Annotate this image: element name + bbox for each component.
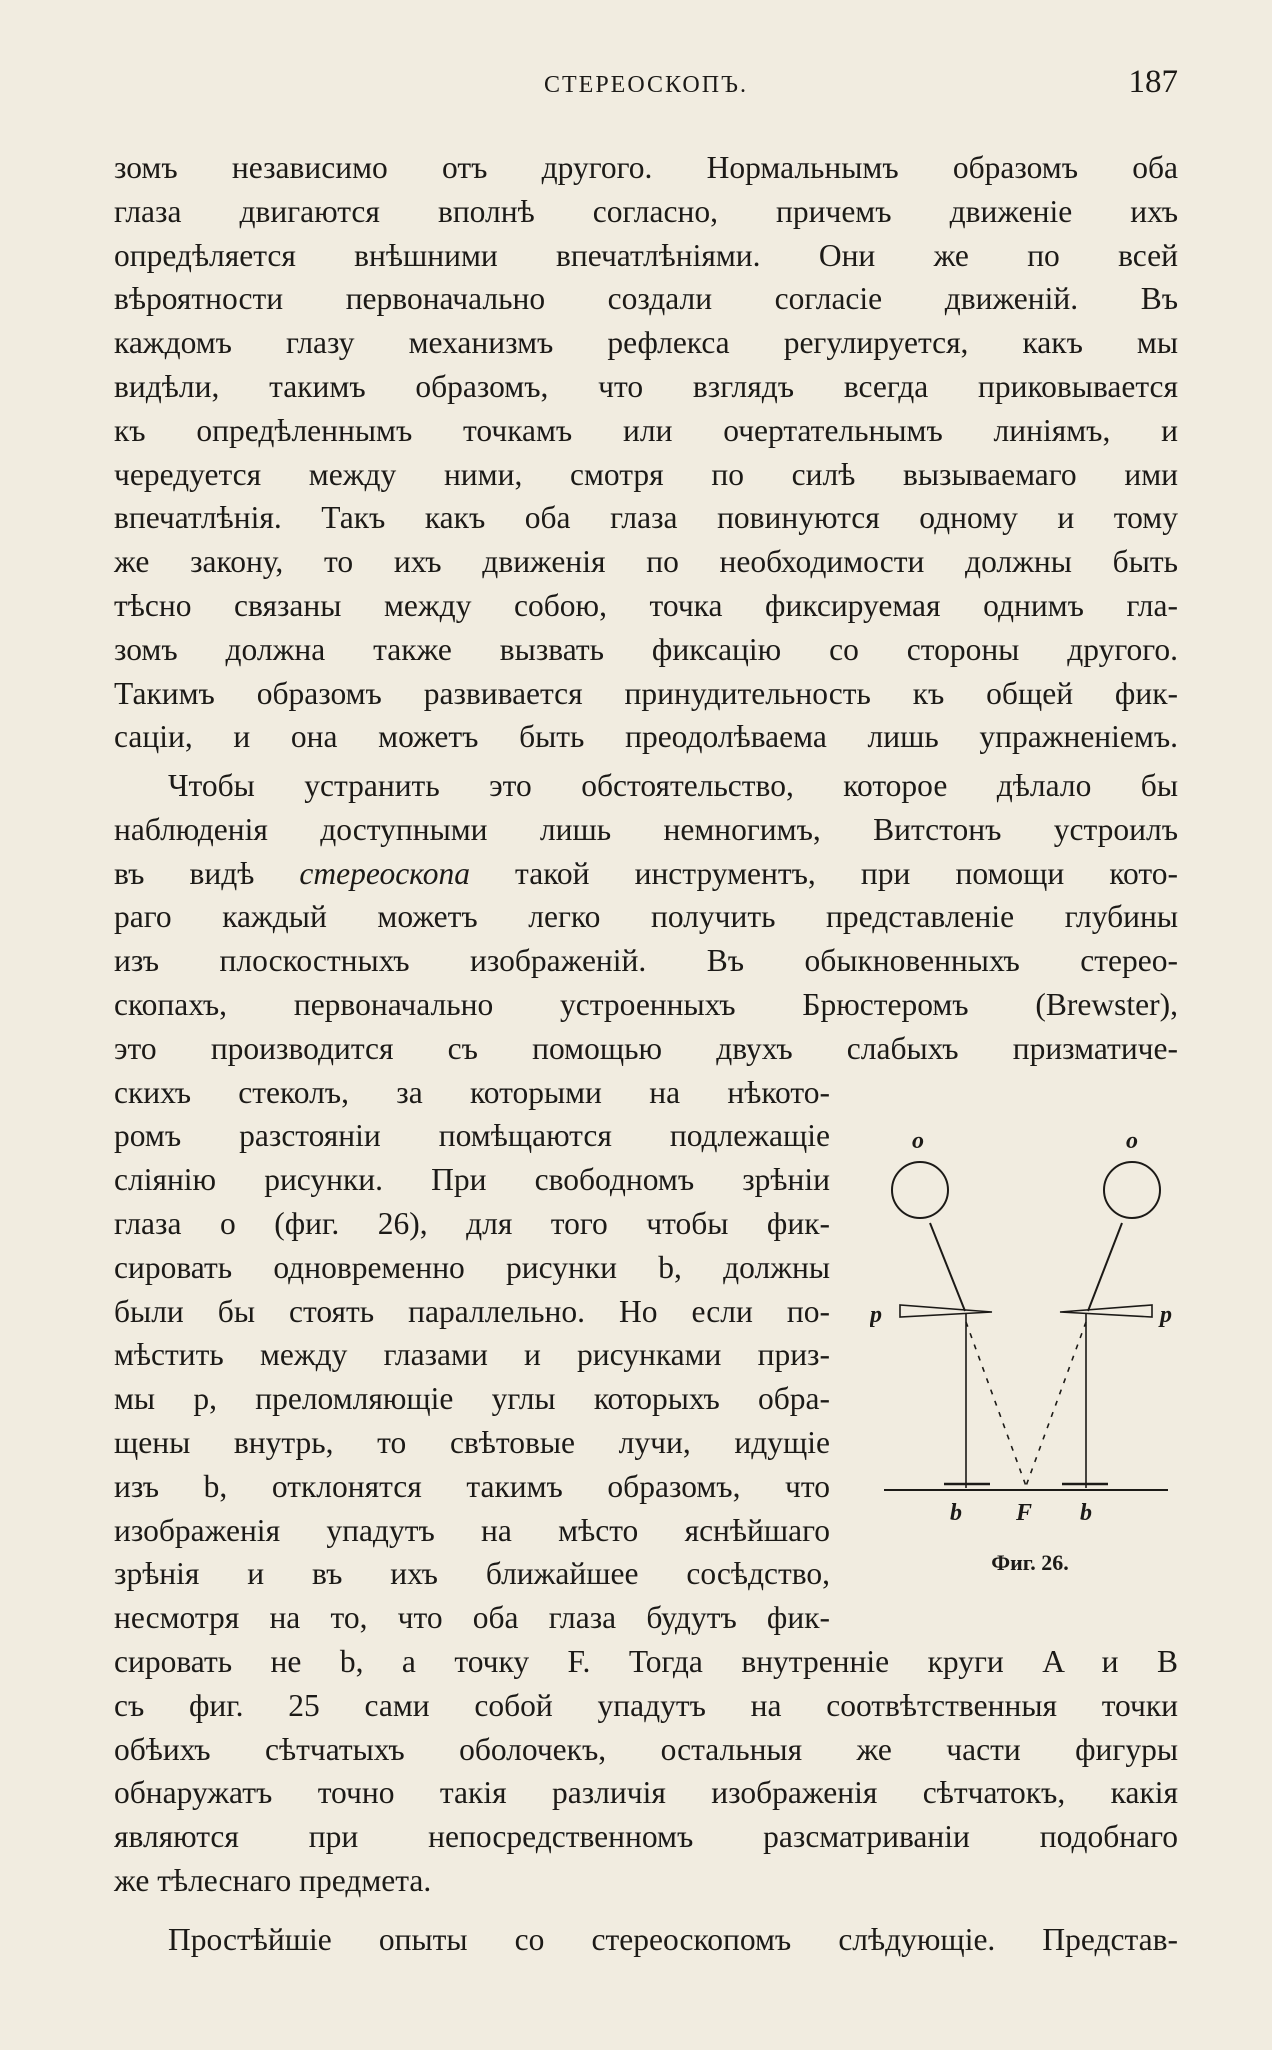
text-line-with-term [114,852,1178,896]
text-line: обѣихъ сѣтчатыхъ оболочекъ, остальныя же части фигуры [114,1731,1178,1767]
text-line: каждомъ глазу механизмъ рефлекса регулируется, какъ мы [114,325,1178,361]
text-line: Простѣйшіе опыты со стереоскопомъ слѣдующіе. Представ- [168,1922,1178,1957]
label-focus: F [1016,1500,1033,1526]
text-line: были бы стоять параллельно. Но если по- [114,1293,830,1329]
right-deflected-ray [1026,1322,1086,1486]
left-eye [892,1162,948,1218]
text-line: зомъ должна также вызвать фиксацію со стороны другого. [114,631,1178,667]
running-title: СТЕРЕОСКОПЪ. [544,72,748,98]
right-eye-ray [1088,1223,1122,1311]
text-line: наблюденія доступными лишь немногимъ, Витстонъ устроилъ [114,811,1178,847]
text-line: изъ b, отклонятся такимъ образомъ, что [114,1468,830,1504]
text-line: обнаружатъ точно такія различія изображенія сѣтчатокъ, какія [114,1775,1178,1811]
text-line: мы p, преломляющіе углы которыхъ обра- [114,1381,830,1417]
text-line: чередуется между ними, смотря по силѣ вызываемаго ими [114,456,1178,492]
right-eye [1104,1162,1160,1218]
text-line: опредѣляется внѣшними впечатлѣніями. Они же по всей [114,237,1178,273]
right-prism [1060,1305,1152,1317]
label-eye-right: o [1126,1128,1138,1154]
paragraph-1 [114,146,1178,759]
text-line: глаза двигаются вполнѣ согласно, причемъ движеніе ихъ [114,193,1178,229]
text-line: впечатлѣнія. Такъ какъ оба глаза повинуются одному и тому [114,500,1178,536]
text-line: же тѣлеснаго предмета. [114,1862,432,1898]
label-picture-left: b [950,1500,962,1526]
paragraph-3 [114,1918,1178,1962]
left-deflected-ray [966,1322,1026,1486]
text-line: тѣсно связаны между собою, точка фиксируемая однимъ гла- [114,587,1178,623]
text-line: къ опредѣленнымъ точкамъ или очертательнымъ линіямъ, и [114,412,1178,448]
page-number: 187 [1128,64,1178,100]
text-line: мѣстить между глазами и рисунками приз- [114,1337,830,1373]
text-line: скопахъ, первоначально устроенныхъ Брюстеромъ (Brewster), [114,986,1178,1022]
label-picture-right: b [1080,1500,1092,1526]
text-line: скихъ стеколъ, за которыми на нѣкото- [114,1074,830,1110]
text-line: вѣроятности первоначально создали согласіе движеній. Въ [114,281,1178,317]
text-line: изъ плоскостныхъ изображеній. Въ обыкновенныхъ стерео- [114,943,1178,979]
text-line: слiянiю рисунки. При свободномъ зрѣніи [114,1162,830,1198]
label-prism-right: p [1160,1302,1172,1328]
left-eye-ray [930,1223,965,1311]
text-span: въ видѣ [114,855,300,891]
text-line: зомъ независимо отъ другого. Нормальнымъ образомъ оба [114,150,1178,185]
term-stereoscope: стереоскопа [299,855,470,891]
text-line: Такимъ образомъ развивается принудительность къ общей фик- [114,675,1178,711]
text-line: съ фиг. 25 сами собой упадутъ на соотвѣтственныя точки [114,1687,1178,1723]
text-line: несмотря на то, что оба глаза будутъ фик- [114,1600,830,1636]
label-eye-left: o [912,1128,924,1154]
text-line: же закону, то ихъ движенія по необходимости должны быть [114,544,1178,580]
text-line: зрѣнія и въ ихъ ближайшее сосѣдство, [114,1556,830,1592]
text-line: являются при непосредственномъ разсматриваніи подобнаго [114,1819,1178,1855]
text-line: Чтобы устранить это обстоятельство, которое дѣлало бы [168,768,1178,803]
left-prism [900,1305,992,1317]
text-line: видѣли, такимъ образомъ, что взглядъ всегда приковывается [114,368,1178,404]
text-line: саціи, и она можетъ быть преодолѣваема лишь упражненіемъ. [114,719,1178,755]
text-line: раго каждый можетъ легко получить представленіе глубины [114,899,1178,935]
label-prism-left: p [870,1302,882,1328]
figure-caption: Фиг. 26. [991,1550,1069,1575]
text-line: сировать одновременно рисунки b, должны [114,1249,830,1285]
text-line: изображенія упадутъ на мѣсто яснѣйшаго [114,1512,830,1548]
text-line: это производится съ помощью двухъ слабыхъ призматиче- [114,1030,1178,1066]
text-line: сировать не b, а точку F. Тогда внутренніе круги A и B [114,1643,1178,1679]
running-head [114,64,1178,108]
text-span: такой инструментъ, при помощи кото- [469,855,1178,891]
text-line: глаза о (фиг. 26), для того чтобы фик- [114,1205,830,1241]
figure-26 [870,1118,1190,1598]
stereoscope-diagram [870,1118,1190,1538]
text-line: щены внутрь, то свѣтовые лучи, идущіе [114,1424,830,1460]
text-line: ромъ разстояніи помѣщаются подлежащіе [114,1118,830,1154]
